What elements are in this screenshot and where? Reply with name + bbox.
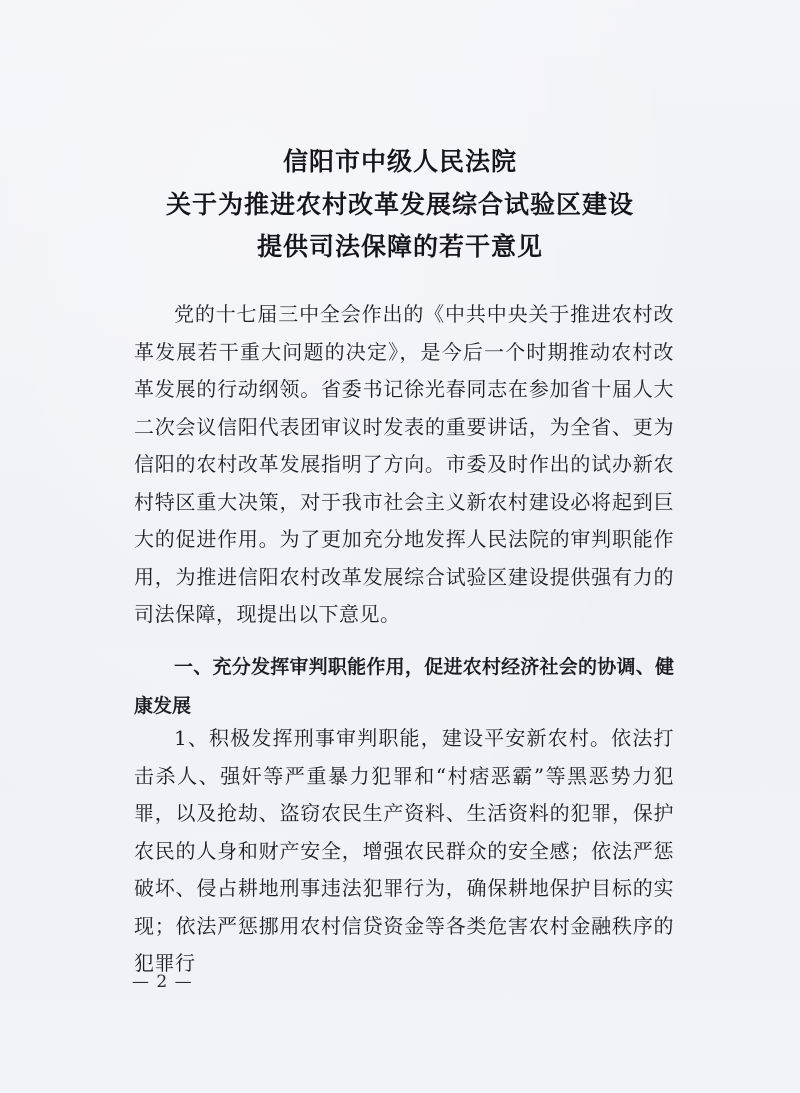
document-title-line-3: 提供司法保障的若干意见 — [256, 232, 543, 261]
document-title-line-2: 关于为推进农村改革发展综合试验区建设 — [165, 190, 634, 219]
document-title-line-1: 信阳市中级人民法院 — [282, 147, 517, 176]
section-heading-1: 一、充分发挥审判职能作用，促进农村经济社会的协调、健康发展 — [134, 656, 674, 717]
page-number: — 2 — — [132, 972, 193, 992]
section-paragraph-1: 1、积极发挥刑事审判职能，建设平安新农村。依法打击杀人、强奸等严重暴力犯罪和“村痞恶霸”等黑恶势力犯罪，以及抢劫、盗窃农民生产资料、生活资料的犯罪，保护农民的人身和财产安全，增强农民群众的安全感；依法严惩破坏、侵占耕地刑事违法犯罪行为，确保耕地保护目标的实现；依法严惩挪用农村信贷资金等各类危害农村金融秩序的犯罪行 — [134, 726, 674, 975]
intro-paragraph: 党的十七届三中全会作出的《中共中央关于推进农村改革发展若干重大问题的决定》，是今后一个时期推动农村改革发展的行动纲领。省委书记徐光春同志在参加省十届人大二次会议信阳代表团审议时发表的重要讲话，为全省、更为信阳的农村改革发展指明了方向。市委及时作出的试办新农村特区重大决策，对于我市社会主义新农村建设必将起到巨大的促进作用。为了更加充分地发挥人民法院的审判职能作用，为推进信阳农村改革发展综合试验区建设提供强有力的司法保障，现提出以下意见。 — [134, 302, 674, 626]
